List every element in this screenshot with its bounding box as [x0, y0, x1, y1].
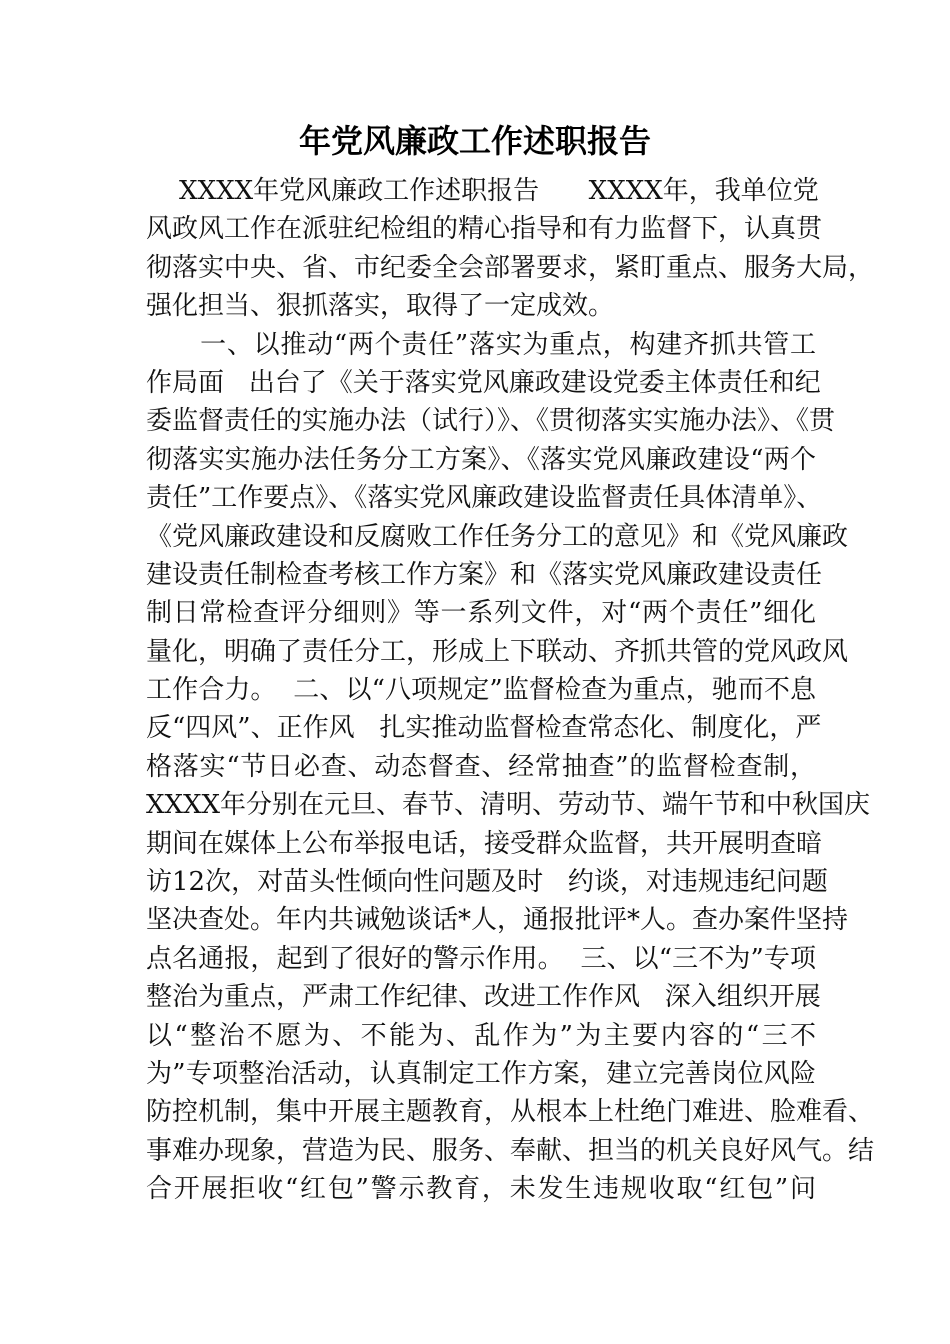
body-line: 防控机制，集中开展主题教育，从根本上杜绝门难进、脸难看、	[146, 1097, 875, 1128]
body-line: 彻落实实施办法任务分工方案》、《落实党风廉政建设“两个	[146, 444, 816, 475]
body-line: 格落实“节日必查、动态督查、经常抽查”的监督检查制，	[146, 751, 816, 782]
body-line: 建设责任制检查考核工作方案》和《落实党风廉政建设责任	[146, 559, 823, 590]
body-line: 一、以推动“两个责任”落实为重点，构建齐抓共管工	[146, 329, 816, 360]
body-line: 整治为重点，严肃工作纪律、改进工作作风 深入组织开展	[146, 982, 821, 1013]
body-line: 风政风工作在派驻纪检组的精心指导和有力监督下，认真贯	[146, 214, 823, 245]
body-line: 坚决查处。年内共诫勉谈话*人，通报批评*人。查办案件坚持	[146, 905, 849, 936]
body-line: 点名通报，起到了很好的警示作用。 三、以“三不为”专项	[146, 943, 816, 974]
body-line: 彻落实中央、省、市纪委全会部署要求，紧盯重点、服务大局，	[146, 252, 875, 283]
body-line: 合开展拒收“红包”警示教育，未发生违规收取“红包”问	[146, 1174, 816, 1205]
body-line: 为”专项整治活动，认真制定工作方案，建立完善岗位风险	[146, 1058, 816, 1089]
body-line: XXXX年分别在元旦、春节、清明、劳动节、端午节和中秋国庆	[146, 790, 871, 821]
body-line: 量化，明确了责任分工，形成上下联动、齐抓共管的党风政风	[146, 636, 849, 667]
body-line: 访12次，对苗头性倾向性问题及时 约谈，对违规违纪问题	[146, 867, 828, 898]
document-body	[146, 172, 875, 1209]
body-line: 责任”工作要点》、《落实党风廉政建设监督责任具体清单》、	[146, 483, 823, 514]
body-line: 强化担当、狠抓落实，取得了一定成效。	[146, 291, 615, 322]
body-line: XXXX年党风廉政工作述职报告 XXXX年，我单位党	[146, 176, 819, 206]
body-line: 制日常检查评分细则》等一系列文件，对“两个责任”细化	[146, 598, 816, 629]
body-line: 《党风廉政建设和反腐败工作任务分工的意见》和《党风廉政	[146, 521, 849, 552]
body-line: 反“四风”、正作风 扎实推动监督检查常态化、制度化，严	[146, 713, 822, 744]
body-line: 期间在媒体上公布举报电话，接受群众监督，共开展明查暗	[146, 828, 823, 859]
body-line: 委监督责任的实施办法（试行）》、《贯彻落实实施办法》、《贯	[146, 406, 836, 437]
body-line: 工作合力。 二、以“八项规定”监督检查为重点，驰而不息	[146, 675, 816, 706]
body-line: 事难办现象，营造为民、服务、奉献、担当的机关良好风气。结	[146, 1135, 875, 1166]
document-title: 年党风廉政工作述职报告	[298, 122, 651, 160]
body-line: 作局面 出台了《关于落实党风廉政建设党委主体责任和纪	[146, 367, 821, 398]
body-line: 以“整治不愿为、不能为、乱作为”为主要内容的“三不	[146, 1020, 816, 1051]
